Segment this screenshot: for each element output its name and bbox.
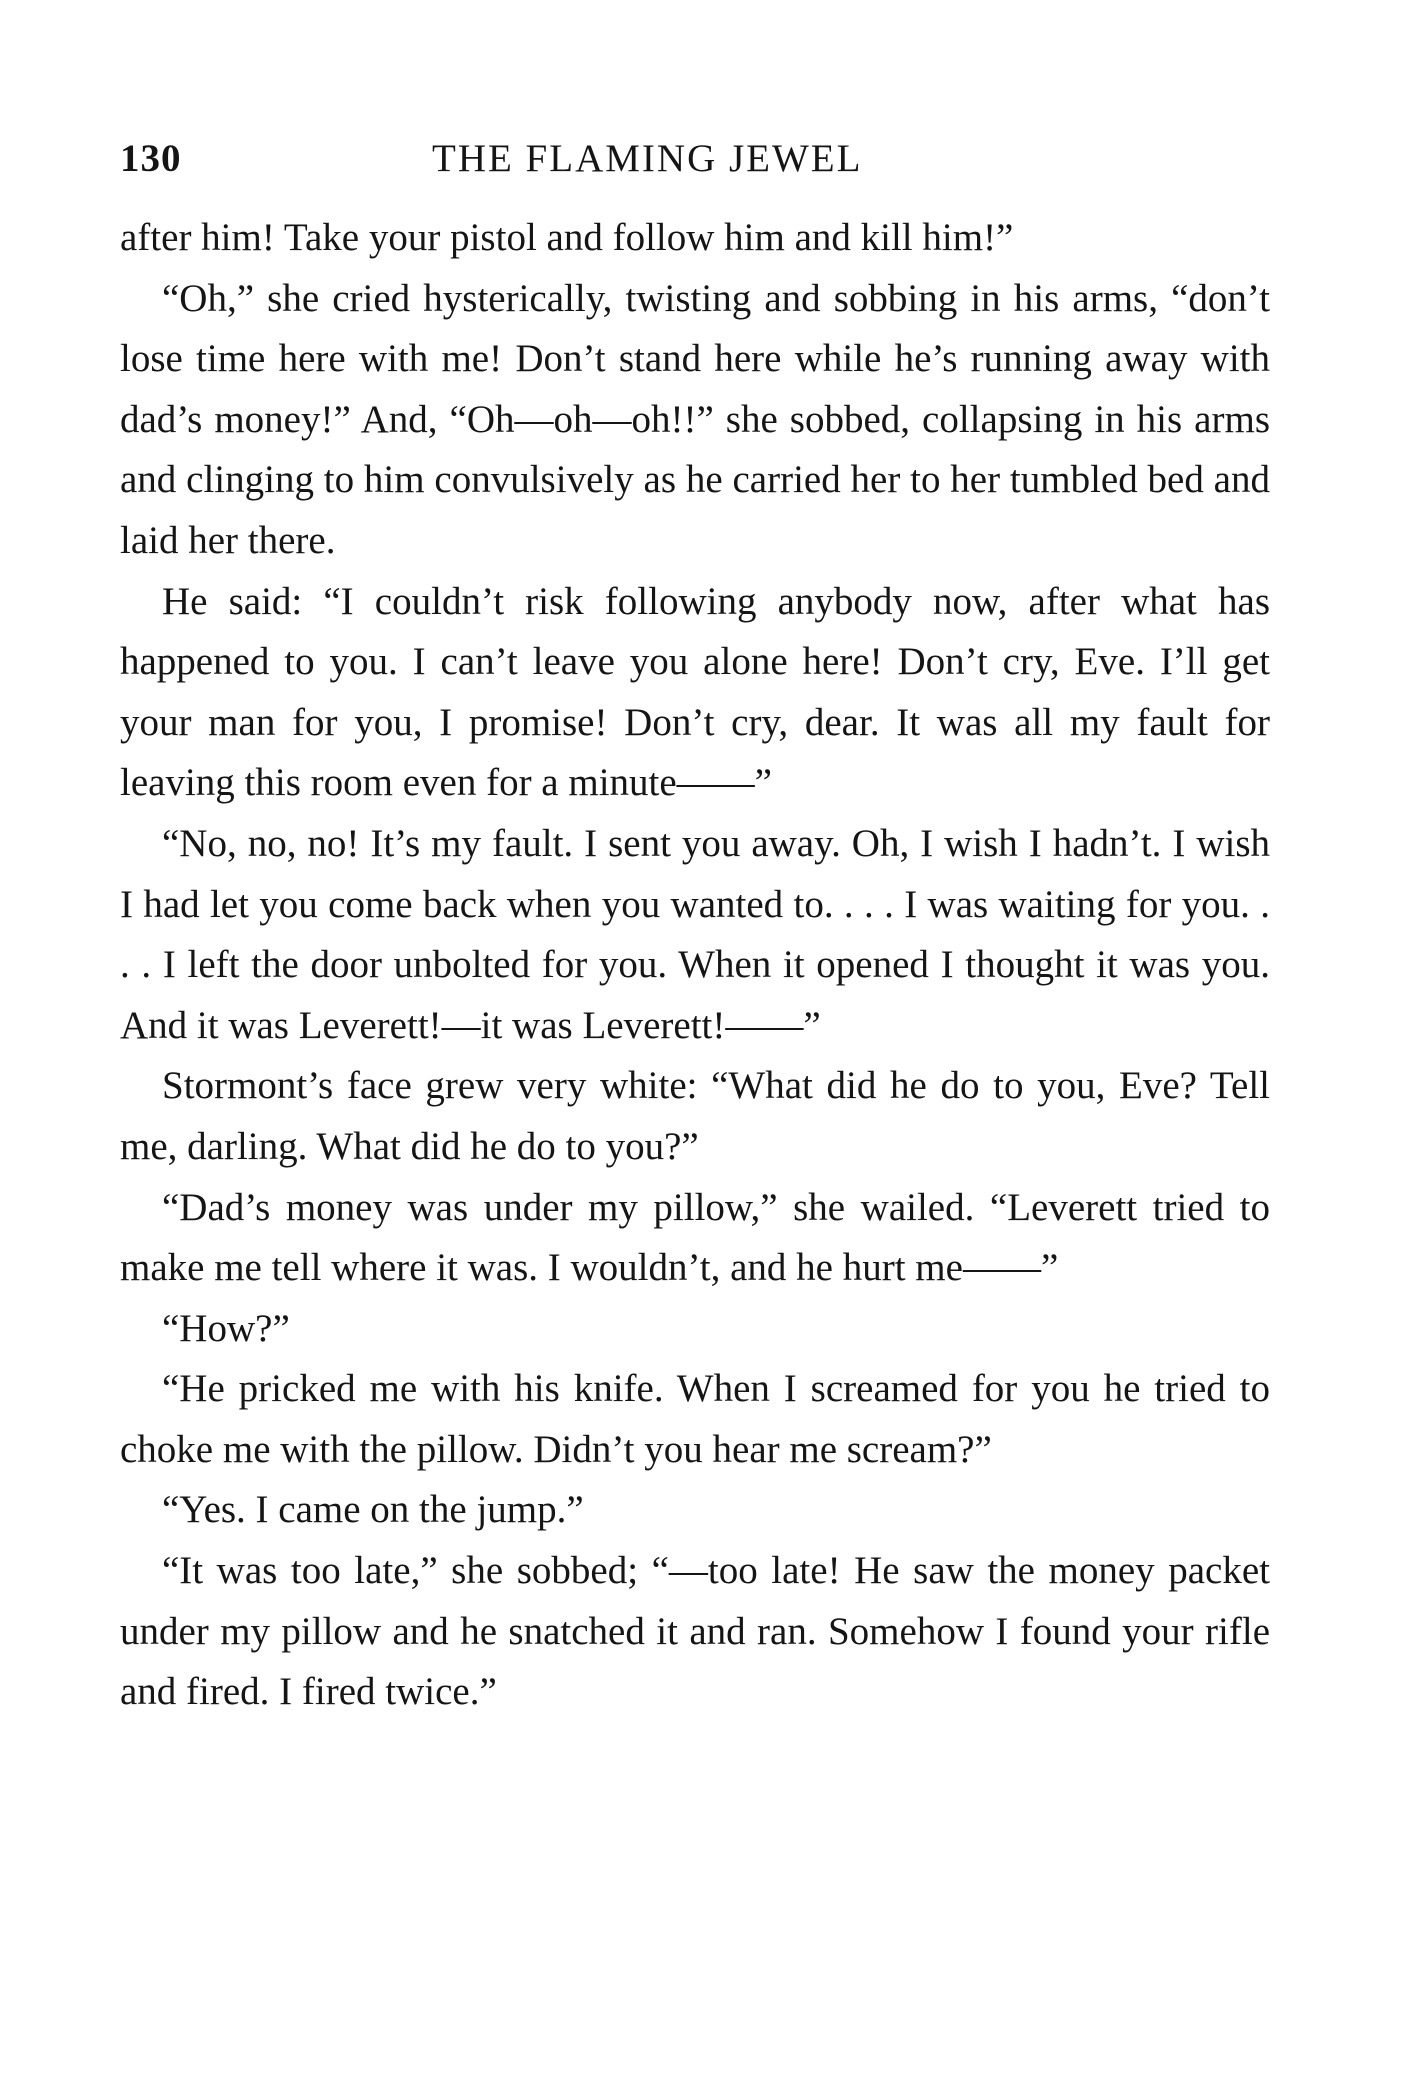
- book-title: THE FLAMING JEWEL: [432, 137, 863, 180]
- paragraph: “No, no, no! It’s my fault. I sent you away. Oh, I wish I hadn’t. I wish I had let you come back when you wanted to. . . . I was waiting for you. . . . I left the door unbolted for you. When it opened I thought it was you. And it was Leverett!—it was Leverett!——”: [120, 821, 1270, 1047]
- paragraph: “It was too late,” she sobbed; “—too late! He saw the money packet under my pillow and he snatched it and ran. Somehow I found your rifle and fired. I fired twice.”: [120, 1549, 1270, 1714]
- paragraph: “Yes. I came on the jump.”: [162, 1488, 584, 1532]
- paragraph: “He pricked me with his knife. When I screamed for you he tried to choke me with the pillow. Didn’t you hear me scream?”: [120, 1367, 1270, 1471]
- running-header: [120, 136, 1270, 196]
- paragraph: He said: “I couldn’t risk following anybody now, after what has happened to you. I can’t leave you alone here! Don’t cry, Eve. I’ll get your man for you, I promise! Don’t cry, dear. It was all my fault for leaving this room even for a minute——”: [120, 579, 1270, 805]
- paragraph: “Oh,” she cried hysterically, twisting and sobbing in his arms, “don’t lose time here with me! Don’t stand here while he’s running away with dad’s money!” And, “Oh—oh—oh!!” she sobbed, collapsing in his arms and clinging to him convulsively as he carried her to her tumbled bed and laid her there.: [120, 276, 1270, 562]
- paragraph: Stormont’s face grew very white: “What did he do to you, Eve? Tell me, darling. What did he do to you?”: [120, 1064, 1270, 1168]
- paragraph: “Dad’s money was under my pillow,” she wailed. “Leverett tried to make me tell where it was. I wouldn’t, and he hurt me——”: [120, 1185, 1270, 1290]
- body-text: [120, 208, 1270, 1723]
- paragraph: after him! Take your pistol and follow him and kill him!”: [120, 216, 1014, 259]
- book-page: [120, 136, 1270, 1723]
- page-number: 130: [120, 137, 182, 180]
- paragraph: “How?”: [162, 1306, 290, 1350]
